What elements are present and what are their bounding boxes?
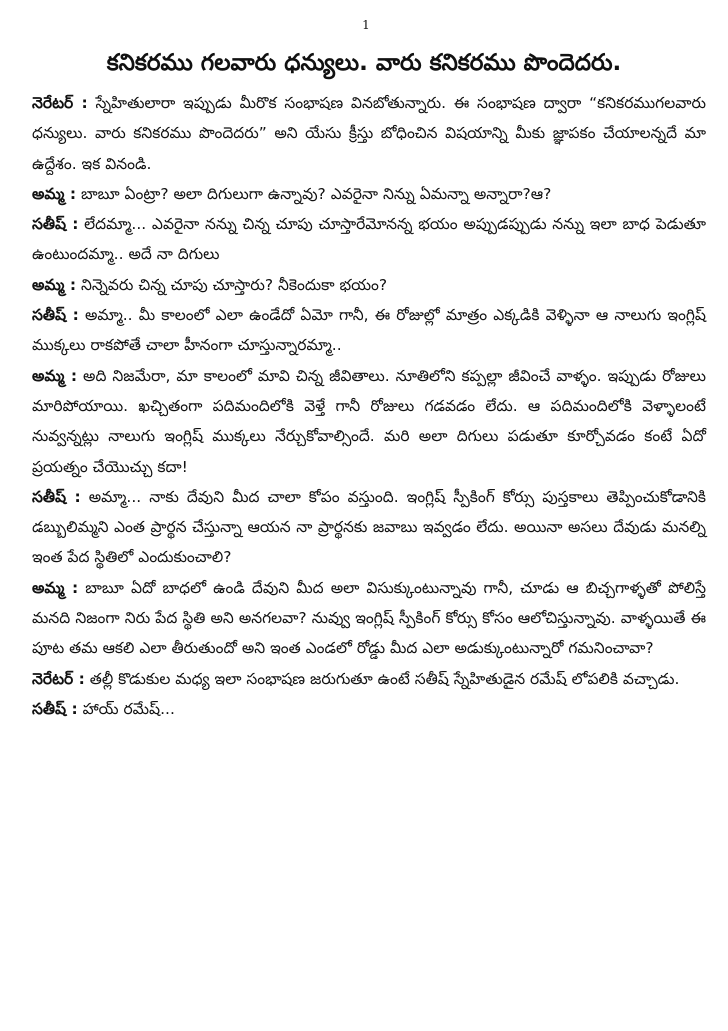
dialogue-line-amma <box>32 361 706 482</box>
dialogue-line-satish <box>32 300 706 361</box>
dialogue-text: నిన్నెవరు చిన్న చూపు చూస్తారు? నీకెందుకా భయం? <box>76 275 388 294</box>
dialogue-text: స్నేహితులారా ఇప్పుడు మీరొక సంభాషణ వినబోతున్నారు. ఈ సంభాషణ ద్వారా “కనికరముగలవారు ధన్యులు. వారు కనికరము పొందెదరు” అని యేసు క్రీస్తు బోధించిన విషయాన్ని మీకు జ్ఞాపకం చేయాలన్నదే మా ఉద్దేశం. ఇక వినండి. <box>32 94 706 173</box>
dialogue-text: లేదమ్మా... ఎవరైనా నన్ను చిన్న చూపు చూస్తారేమోనన్న భయం అప్పుడప్పుడు నన్ను ఇలా బాధ పెడుతూ ఉంటుందమ్మా.. అదే నా దిగులు <box>32 215 706 264</box>
speaker-label: అమ్మ : <box>32 184 77 203</box>
dialogue-line-amma <box>32 179 706 209</box>
speaker-label: నెరేటర్ : <box>32 669 85 688</box>
speaker-label: అమ్మ : <box>32 366 78 385</box>
dialogue-line-satish <box>32 209 706 270</box>
dialogue-line-amma <box>32 270 706 300</box>
dialogue-text: హాయ్ రమేష్... <box>77 699 175 718</box>
dialogue-text: అమ్మా... నాకు దేవుని మీద చాలా కోపం వస్తుంది. ఇంగ్లిష్ స్పీకింగ్ కోర్సు పుస్తకాలు తెప్పించుకోడానికి డబ్బులిమ్మని ఎంత ప్రార్థన చేస్తున్నా ఆయన నా ప్రార్థనకు జవాబు ఇవ్వడం లేదు. అయినా అసలు దేవుడు మనల్ని ఇంత పేద స్థితిలో ఎందుకుంచాలి? <box>32 487 706 567</box>
speaker-label: సతీష్ : <box>32 306 79 325</box>
page-number: 1 <box>362 18 370 32</box>
dialogue-line-narrator <box>32 664 706 694</box>
page-title: కనికరము గలవారు ధన్యులు. వారు కనికరము పొందెదరు. <box>106 50 622 76</box>
speaker-label: సతీష్ : <box>32 699 78 718</box>
speaker-label: సతీష్ : <box>32 215 79 234</box>
speaker-label: సతీష్ : <box>32 487 81 506</box>
dialogue-text: అమ్మా.. మీ కాలంలో ఎలా ఉండేదో ఏమో గానీ, ఈ రోజుల్లో మాత్రం ఎక్కడికి వెళ్ళినా ఆ నాలుగు ఇంగ్లిష్ ముక్కలు రాకపోతే చాలా హీనంగా చూస్తున్నారమ్మా.. <box>32 306 706 355</box>
dialogue-line-amma <box>32 573 706 664</box>
speaker-label: అమ్మ : <box>32 275 77 294</box>
dialogue-line-satish <box>32 482 706 573</box>
dialogue-text: తల్లీ కొడుకుల మధ్య ఇలా సంభాషణ జరుగుతూ ఉంటే సతీష్ స్నేహితుడైన రమేష్ లోపలికి వచ్చాడు. <box>84 669 680 688</box>
dialogue-text: అది నిజమేరా, మా కాలంలో మావి చిన్న జీవితాలు. నూతిలోని కప్పల్లా జీవించే వాళ్ళం. ఇప్పుడు రోజులు మారిపోయాయి. ఖచ్చితంగా పదిమందిలోకి వెళ్తే గానీ రోజులు గడవడం లేదు. ఆ పదిమందిలోకి వెళ్ళాలంటే నువ్వన్నట్లు నాలుగు ఇంగ్లిష్ ముక్కలు నేర్చుకోవాల్సిందే. మరి అలా దిగులు పడుతూ కూర్చోవడం కంటే ఏదో ప్రయత్నం చేయొచ్చు కదా! <box>32 366 706 476</box>
dialogue-line-narrator-intro <box>32 88 706 179</box>
dialogue-line-satish <box>32 694 706 724</box>
dialogue-text: బాబూ ఏదో బాధలో ఉండి దేవుని మీద అలా విసుక్కుంటున్నావు గానీ, చూడు ఆ బిచ్చగాళ్ళతో పోలిస్తే మనది నిజంగా నిరు పేద స్థితి అని అనగలవా? నువ్వు ఇంగ్లిష్ స్పీకింగ్ కోర్సు కోసం ఆలోచిస్తున్నావు. వాళ్ళయితే ఈ పూట తమ ఆకలి ఎలా తీరుతుందో అని ఇంత ఎండలో రోడ్డు మీద ఎలా అడుక్కుంటున్నారో గమనించావా? <box>32 578 706 658</box>
speaker-label: అమ్మ : <box>32 578 79 597</box>
dialogue-body <box>32 88 706 724</box>
dialogue-text: బాబూ ఏంట్రా? అలా దిగులుగా ఉన్నావు? ఎవరైనా నిన్ను ఏమన్నా అన్నారా?ఆ? <box>76 184 552 203</box>
speaker-label: నెరేటర్ : <box>32 94 88 112</box>
